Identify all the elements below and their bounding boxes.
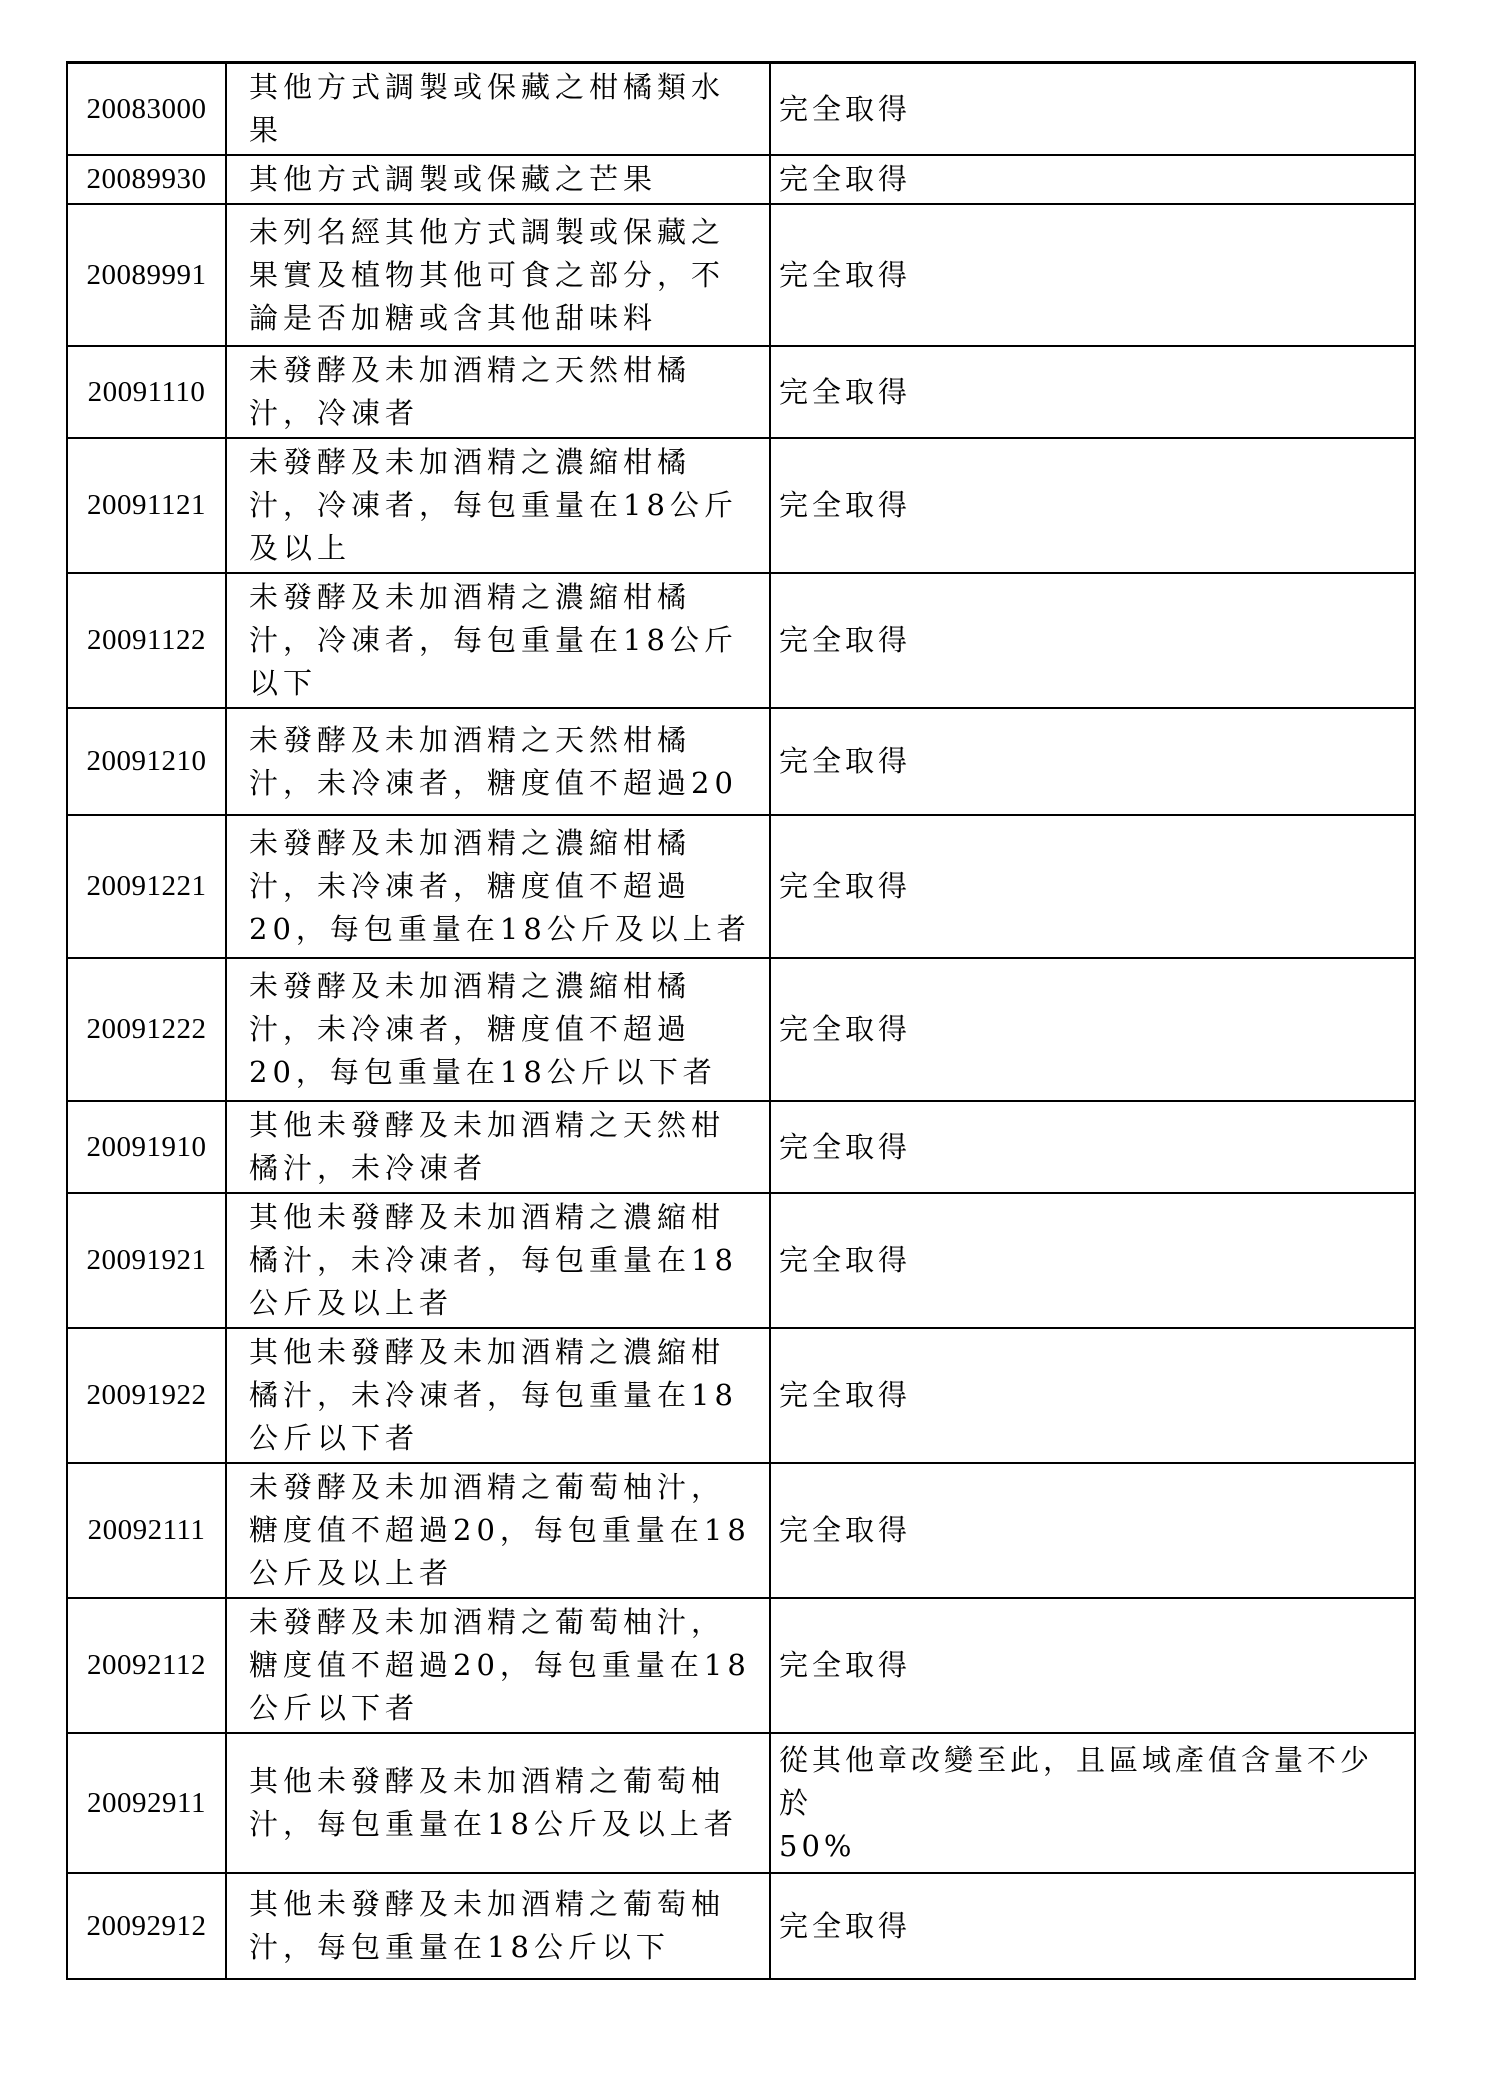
hs-code-cell: 20091910 bbox=[67, 1101, 226, 1193]
origin-rule-cell: 完全取得 bbox=[770, 155, 1415, 204]
product-description-cell: 未發酵及未加酒精之天然柑橘 汁，冷凍者 bbox=[226, 346, 770, 438]
origin-rule-cell: 完全取得 bbox=[770, 1598, 1415, 1733]
product-description-cell: 未發酵及未加酒精之濃縮柑橘 汁，冷凍者，每包重量在18公斤 以下 bbox=[226, 573, 770, 708]
origin-rule-cell: 完全取得 bbox=[770, 815, 1415, 958]
table-row bbox=[67, 438, 1415, 573]
table-row bbox=[67, 1598, 1415, 1733]
table-row bbox=[67, 1328, 1415, 1463]
hs-code-cell: 20083000 bbox=[67, 63, 226, 156]
hs-code-cell: 20091221 bbox=[67, 815, 226, 958]
product-description-cell: 其他方式調製或保藏之柑橘類水 果 bbox=[226, 63, 770, 156]
origin-rule-cell: 完全取得 bbox=[770, 573, 1415, 708]
table-row bbox=[67, 1873, 1415, 1979]
product-description-cell: 其他未發酵及未加酒精之濃縮柑 橘汁，未冷凍者，每包重量在18 公斤及以上者 bbox=[226, 1193, 770, 1328]
product-description-cell: 未發酵及未加酒精之葡萄柚汁， 糖度值不超過20，每包重量在18 公斤以下者 bbox=[226, 1598, 770, 1733]
table-row bbox=[67, 708, 1415, 815]
hs-code-cell: 20091222 bbox=[67, 958, 226, 1101]
origin-rule-cell: 完全取得 bbox=[770, 958, 1415, 1101]
origin-rule-cell: 完全取得 bbox=[770, 346, 1415, 438]
table-row bbox=[67, 155, 1415, 204]
origin-rule-cell: 完全取得 bbox=[770, 204, 1415, 346]
table-row bbox=[67, 1101, 1415, 1193]
table-row bbox=[67, 958, 1415, 1101]
product-description-cell: 未發酵及未加酒精之濃縮柑橘 汁，未冷凍者，糖度值不超過 20，每包重量在18公斤以下者 bbox=[226, 958, 770, 1101]
product-description-cell: 未發酵及未加酒精之天然柑橘 汁，未冷凍者，糖度值不超過20 bbox=[226, 708, 770, 815]
origin-rule-cell: 完全取得 bbox=[770, 438, 1415, 573]
hs-code-cell: 20092112 bbox=[67, 1598, 226, 1733]
table-row bbox=[67, 1463, 1415, 1598]
product-description-cell: 未發酵及未加酒精之濃縮柑橘 汁，冷凍者，每包重量在18公斤 及以上 bbox=[226, 438, 770, 573]
origin-rule-cell: 從其他章改變至此，且區域產值含量不少於 50% bbox=[770, 1733, 1415, 1873]
product-description-cell: 未列名經其他方式調製或保藏之 果實及植物其他可食之部分，不 論是否加糖或含其他甜味料 bbox=[226, 204, 770, 346]
origin-rule-cell: 完全取得 bbox=[770, 1873, 1415, 1979]
origin-rule-cell: 完全取得 bbox=[770, 1328, 1415, 1463]
product-description-cell: 其他未發酵及未加酒精之天然柑 橘汁，未冷凍者 bbox=[226, 1101, 770, 1193]
hs-code-cell: 20091921 bbox=[67, 1193, 226, 1328]
product-description-cell: 其他未發酵及未加酒精之濃縮柑 橘汁，未冷凍者，每包重量在18 公斤以下者 bbox=[226, 1328, 770, 1463]
hs-code-cell: 20091110 bbox=[67, 346, 226, 438]
product-description-cell: 其他未發酵及未加酒精之葡萄柚 汁，每包重量在18公斤以下 bbox=[226, 1873, 770, 1979]
table-row bbox=[67, 1193, 1415, 1328]
origin-rule-cell: 完全取得 bbox=[770, 1463, 1415, 1598]
hs-code-cell: 20091121 bbox=[67, 438, 226, 573]
hs-code-cell: 20092911 bbox=[67, 1733, 226, 1873]
product-description-cell: 其他未發酵及未加酒精之葡萄柚 汁，每包重量在18公斤及以上者 bbox=[226, 1733, 770, 1873]
origin-rule-cell: 完全取得 bbox=[770, 1101, 1415, 1193]
origin-rule-cell: 完全取得 bbox=[770, 63, 1415, 156]
table-row bbox=[67, 204, 1415, 346]
origin-rule-cell: 完全取得 bbox=[770, 1193, 1415, 1328]
table-row bbox=[67, 815, 1415, 958]
table-row bbox=[67, 346, 1415, 438]
hs-code-cell: 20091922 bbox=[67, 1328, 226, 1463]
hs-code-cell: 20091210 bbox=[67, 708, 226, 815]
tariff-rules-table bbox=[66, 61, 1416, 1980]
product-description-cell: 未發酵及未加酒精之葡萄柚汁， 糖度值不超過20，每包重量在18 公斤及以上者 bbox=[226, 1463, 770, 1598]
product-description-cell: 未發酵及未加酒精之濃縮柑橘 汁，未冷凍者，糖度值不超過 20，每包重量在18公斤及以上者 bbox=[226, 815, 770, 958]
hs-code-cell: 20091122 bbox=[67, 573, 226, 708]
table-row bbox=[67, 63, 1415, 156]
product-description-cell: 其他方式調製或保藏之芒果 bbox=[226, 155, 770, 204]
hs-code-cell: 20089991 bbox=[67, 204, 226, 346]
hs-code-cell: 20089930 bbox=[67, 155, 226, 204]
hs-code-cell: 20092111 bbox=[67, 1463, 226, 1598]
origin-rule-cell: 完全取得 bbox=[770, 708, 1415, 815]
table-row bbox=[67, 1733, 1415, 1873]
table-row bbox=[67, 573, 1415, 708]
hs-code-cell: 20092912 bbox=[67, 1873, 226, 1979]
